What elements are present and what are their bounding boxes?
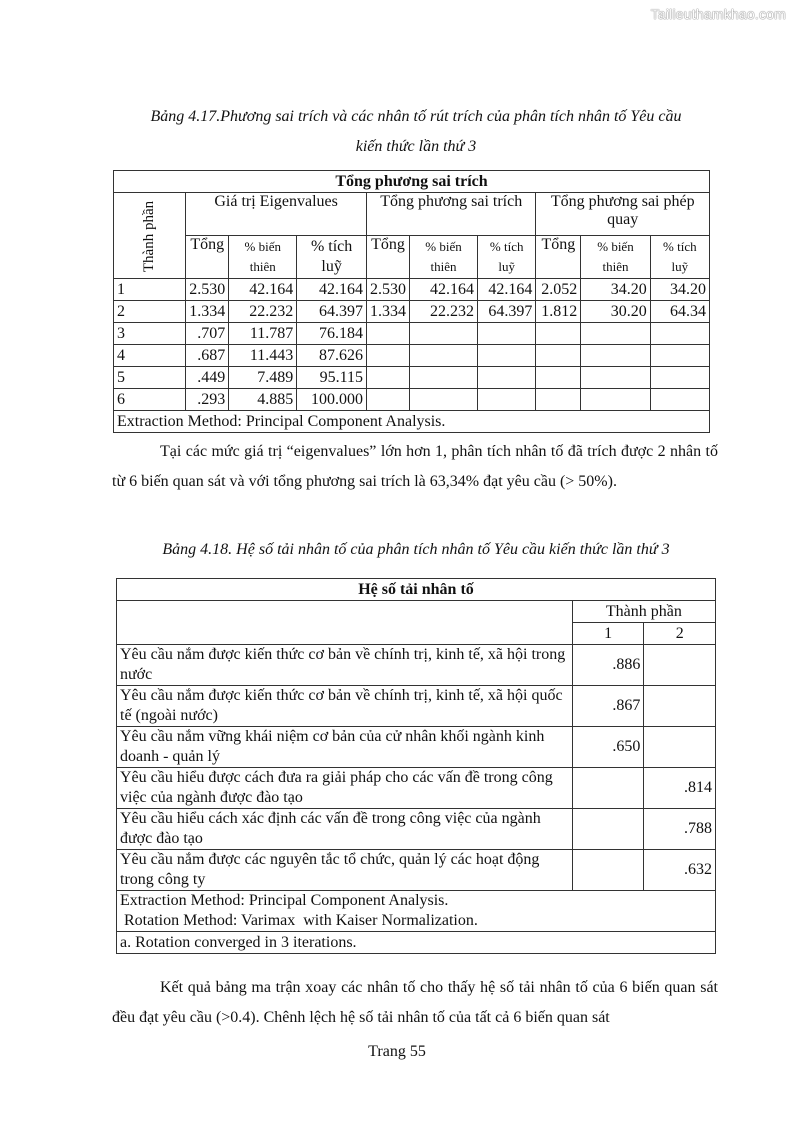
cell: 1.334 (367, 301, 410, 323)
cell (367, 367, 410, 389)
cell (367, 345, 410, 367)
item-label: Yêu cầu hiểu cách xác định các vấn đề trong công việc của ngành được đào tạo (117, 809, 573, 850)
cell: 22.232 (410, 301, 478, 323)
item-label: Yêu cầu nắm được các nguyên tắc tổ chức, quản lý các hoạt động trong công ty (117, 850, 573, 891)
cell (536, 389, 581, 411)
paragraph-2: Kết quả bảng ma trận xoay các nhân tố cho thấy hệ số tải nhân tố của 6 biến quan sát đều đạt yêu cầu (>0.4). Chênh lệch hệ số tải nhân tố của tất cả 6 biến quan sát (112, 979, 718, 1026)
rotation-method-note: Rotation Method: Varimax with Kaiser Normalization. (120, 912, 478, 929)
item-label: Yêu cầu nắm được kiến thức cơ bản về chính trị, kinh tế, xã hội quốc tế (ngoài nước) (117, 686, 573, 727)
loading-2: .814 (644, 768, 716, 809)
variance-table (113, 170, 710, 433)
cell: 3 (114, 323, 186, 345)
table-row (117, 727, 716, 768)
cell (410, 323, 478, 345)
cell: 34.20 (581, 279, 650, 301)
loading-1: .867 (572, 686, 644, 727)
rotation-group-header: Tổng phương sai phép quay (536, 193, 710, 236)
cell: 64.397 (478, 301, 536, 323)
loading-1 (572, 809, 644, 850)
loading-1 (572, 768, 644, 809)
loadings-table-footer (117, 891, 716, 932)
item-label: Yêu cầu hiểu được cách đưa ra giải pháp cho các vấn đề trong công việc của ngành được đào tạo (117, 768, 573, 809)
loading-2 (644, 686, 716, 727)
cell: 7.489 (229, 367, 297, 389)
cell: 1.812 (536, 301, 581, 323)
eigenvalues-group-header: Giá trị Eigenvalues (186, 193, 367, 236)
eig-pct-header: % biến thiên (229, 236, 297, 279)
cell: 42.164 (297, 279, 367, 301)
table2-caption: Bảng 4.18. Hệ số tải nhân tố của phân tích nhân tố Yêu cầu kiến thức lần thứ 3 (162, 541, 670, 558)
table-row (114, 345, 710, 367)
cell: 42.164 (478, 279, 536, 301)
cell (478, 345, 536, 367)
cell (367, 323, 410, 345)
loading-1 (572, 850, 644, 891)
item-label: Yêu cầu nắm được kiến thức cơ bản về chính trị, kinh tế, xã hội trong nước (117, 645, 573, 686)
table-row (117, 809, 716, 850)
cell: 30.20 (581, 301, 650, 323)
ext-pct-header: % biến thiên (410, 236, 478, 279)
cell (536, 345, 581, 367)
loading-1: .650 (572, 727, 644, 768)
cell: 22.232 (229, 301, 297, 323)
cell: 64.397 (297, 301, 367, 323)
cell (478, 323, 536, 345)
table-row (114, 301, 710, 323)
cell: 11.443 (229, 345, 297, 367)
cell: 76.184 (297, 323, 367, 345)
loadings-table (116, 578, 716, 954)
cell (536, 367, 581, 389)
cell: 64.34 (650, 301, 709, 323)
cell: 11.787 (229, 323, 297, 345)
loadings-table-title: Hệ số tải nhân tố (117, 579, 716, 601)
table-row (117, 768, 716, 809)
cell (650, 389, 709, 411)
cell: 4.885 (229, 389, 297, 411)
eig-cum-header: % tích luỹ (297, 236, 367, 279)
watermark: Tailieuthamkhao.com (650, 6, 786, 22)
cell (650, 323, 709, 345)
cell (410, 367, 478, 389)
paragraph-1: Tại các mức giá trị “eigenvalues” lớn hơn 1, phân tích nhân tố đã trích được 2 nhân tố từ 6 biến quan sát và với tổng phương sai trích là 63,34% đạt yêu cầu (> 50%). (112, 443, 718, 490)
rotation-converged-note: a. Rotation converged in 3 iterations. (117, 932, 716, 954)
cell: 2.052 (536, 279, 581, 301)
table-row (117, 645, 716, 686)
cell: 95.115 (297, 367, 367, 389)
cell: 2.530 (367, 279, 410, 301)
cell: 6 (114, 389, 186, 411)
cell: 2.530 (186, 279, 229, 301)
loadings-blank-header (117, 601, 573, 645)
cell (410, 345, 478, 367)
rot-total-header: Tổng (536, 236, 581, 279)
cell: .293 (186, 389, 229, 411)
loading-2: .788 (644, 809, 716, 850)
extraction-method-note: Extraction Method: Principal Component Analysis. (120, 892, 449, 909)
table-row (114, 389, 710, 411)
table1-caption-line2: kiến thức lần thứ 3 (355, 138, 477, 155)
cell: 4 (114, 345, 186, 367)
cell: 1.334 (186, 301, 229, 323)
cell: 5 (114, 367, 186, 389)
cell (581, 345, 650, 367)
table1-caption-line1: Bảng 4.17.Phương sai trích và các nhân tố rút trích của phân tích nhân tố Yêu cầu (150, 108, 682, 125)
rot-cum-header: % tích luỹ (650, 236, 709, 279)
table-row (117, 686, 716, 727)
cell: 42.164 (410, 279, 478, 301)
loading-2 (644, 727, 716, 768)
loading-2: .632 (644, 850, 716, 891)
cell: 34.20 (650, 279, 709, 301)
table-row (117, 850, 716, 891)
cell (581, 367, 650, 389)
component-column-header (114, 193, 186, 279)
ext-cum-header: % tích luỹ (478, 236, 536, 279)
cell (650, 345, 709, 367)
table-row (114, 323, 710, 345)
cell: 2 (114, 301, 186, 323)
cell (536, 323, 581, 345)
variance-table-title: Tổng phương sai trích (114, 171, 710, 193)
cell (581, 389, 650, 411)
page-number: Trang 55 (368, 1043, 426, 1060)
cell (650, 367, 709, 389)
component-2-header: 2 (644, 623, 716, 645)
table-row (114, 367, 710, 389)
cell (478, 389, 536, 411)
cell: 87.626 (297, 345, 367, 367)
cell: .707 (186, 323, 229, 345)
eig-total-header: Tổng (186, 236, 229, 279)
cell (478, 367, 536, 389)
cell: .449 (186, 367, 229, 389)
cell (367, 389, 410, 411)
cell (581, 323, 650, 345)
cell: 1 (114, 279, 186, 301)
item-label: Yêu cầu nắm vững khái niệm cơ bản của cử nhân khối ngành kinh doanh - quản lý (117, 727, 573, 768)
loading-1: .886 (572, 645, 644, 686)
cell: 42.164 (229, 279, 297, 301)
cell: .687 (186, 345, 229, 367)
variance-table-footer: Extraction Method: Principal Component Analysis. (114, 411, 710, 433)
table-row (114, 279, 710, 301)
cell (410, 389, 478, 411)
ext-total-header: Tổng (367, 236, 410, 279)
loading-2 (644, 645, 716, 686)
cell: 100.000 (297, 389, 367, 411)
component-header: Thành phần (572, 601, 715, 623)
extraction-group-header: Tổng phương sai trích (367, 193, 536, 236)
table1-caption (110, 102, 722, 162)
rot-pct-header: % biến thiên (581, 236, 650, 279)
component-label: Thành phần (141, 200, 158, 272)
component-1-header: 1 (572, 623, 644, 645)
